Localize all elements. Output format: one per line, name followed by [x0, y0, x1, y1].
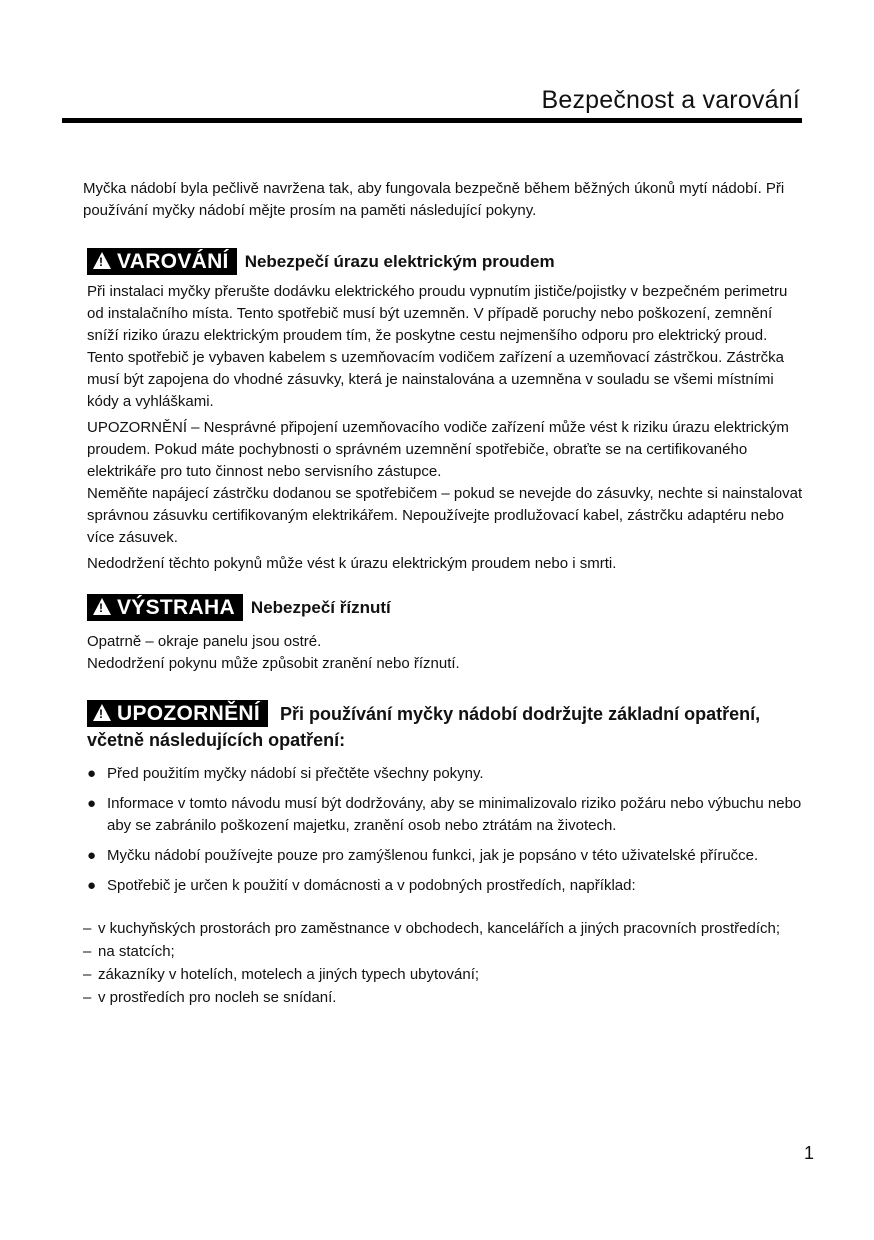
caution-heading: Nebezpečí říznutí [250, 597, 391, 617]
list-item: – zákazníky v hotelích, motelech a jiných typech ubytování; [83, 964, 783, 986]
caution-triangle-icon [93, 598, 111, 615]
notice-badge [87, 700, 268, 727]
dash-icon: – [83, 943, 92, 960]
caution-badge [87, 594, 243, 621]
warning-heading: Nebezpečí úrazu elektrickým proudem [244, 251, 555, 271]
caution-section [87, 594, 807, 675]
dash-icon: – [83, 966, 92, 983]
page-title: Bezpečnost a varování [541, 86, 800, 114]
notice-title-row [87, 700, 807, 727]
bullet-icon: ● [87, 847, 97, 864]
list-item: – na statcích; [83, 941, 783, 963]
list-item: – v prostředích pro nocleh se snídaní. [83, 987, 783, 1009]
caution-line: Opatrně – okraje panelu jsou ostré. [87, 633, 322, 650]
warning-section [87, 248, 807, 575]
warning-paragraph: Neměňte napájecí zástrčku dodanou se spotřebičem – pokud se nevejde do zásuvky, nechte si nainstalovat správnou zásuvku certifikovaným elektrikářem. Nepoužívejte prodlužovací kabel, zástrčku adaptéru nebo více zásuvek. [87, 485, 803, 546]
dash-icon: – [83, 989, 92, 1006]
notice-triangle-icon [93, 704, 111, 721]
warning-title-row [87, 248, 807, 275]
warning-paragraph: Při instalaci myčky přerušte dodávku elektrického proudu vypnutím jističe/pojistky v bezpečném perimetru od instalačního místa. Tento spotřebič musí být uzemněn. V případě poruchy nebo poškození, zemnění sníží riziko úrazu elektrickým proudem tím, že poskytne cestu nejmenšího odporu pro elektrický proud. Tento spotřebič je vybaven kabelem s uzemňovacím vodičem zařízení a uzemňovací zástrčkou. Zástrčka musí být zapojena do vhodné zásuvky, která je nainstalována a uzemněna v souladu se všemi místními kódy a vyhláškami. [87, 283, 788, 410]
warning-paragraph: UPOZORNĚNÍ – Nesprávné připojení uzemňovacího vodiče zařízení může vést k riziku úrazu elektrickým proudem. Pokud máte pochybnosti o správném uzemnění spotřebiče, obraťte se na certifikovaného elektrikáře pro tuto činnost nebo servisního zástupce. [87, 419, 789, 480]
notice-heading-continued: včetně následujících opatření: [87, 730, 346, 750]
warning-badge-label: VAROVÁNÍ [117, 250, 229, 273]
caution-badge-label: VÝSTRAHA [117, 596, 235, 619]
list-item: ● Spotřebič je určen k použití v domácnosti a v podobných prostředích, například: [87, 875, 807, 897]
bullet-icon: ● [87, 765, 97, 782]
caution-line: Nedodržení pokynu může způsobit zranění nebo říznutí. [87, 655, 460, 672]
notice-dash-list [83, 918, 783, 1010]
bullet-icon: ● [87, 877, 97, 894]
notice-badge-label: UPOZORNĚNÍ [117, 702, 261, 725]
page-number: 1 [803, 1143, 814, 1163]
list-item: ● Informace v tomto návodu musí být dodržovány, aby se minimalizovalo riziko požáru nebo výbuchu nebo aby se zabránilo poškození majetku, zranění osob nebo ztrátám na životech. [87, 795, 802, 834]
notice-heading: Při používání myčky nádobí dodržujte základní opatření, [280, 703, 761, 724]
notice-bullet-list [87, 763, 807, 897]
notice-section [87, 700, 807, 905]
list-item: ● Před použitím myčky nádobí si přečtěte všechny pokyny. [87, 763, 807, 785]
warning-paragraph: Nedodržení těchto pokynů může vést k úrazu elektrickým proudem nebo i smrti. [87, 555, 617, 572]
bullet-icon: ● [87, 795, 97, 812]
dash-icon: – [83, 920, 92, 937]
caution-title-row [87, 594, 807, 621]
list-item: – v kuchyňských prostorách pro zaměstnance v obchodech, kancelářích a jiných pracovních prostředích; [83, 918, 783, 940]
intro-paragraph: Myčka nádobí byla pečlivě navržena tak, aby fungovala bezpečně během běžných úkonů mytí nádobí. Při používání myčky nádobí mějte prosím na paměti následující pokyny. [83, 180, 785, 219]
warning-badge [87, 248, 237, 275]
list-item: ● Myčku nádobí používejte pouze pro zamýšlenou funkci, jak je popsáno v této uživatelské příručce. [87, 845, 807, 867]
warning-triangle-icon [93, 252, 111, 269]
header-divider [62, 118, 802, 123]
